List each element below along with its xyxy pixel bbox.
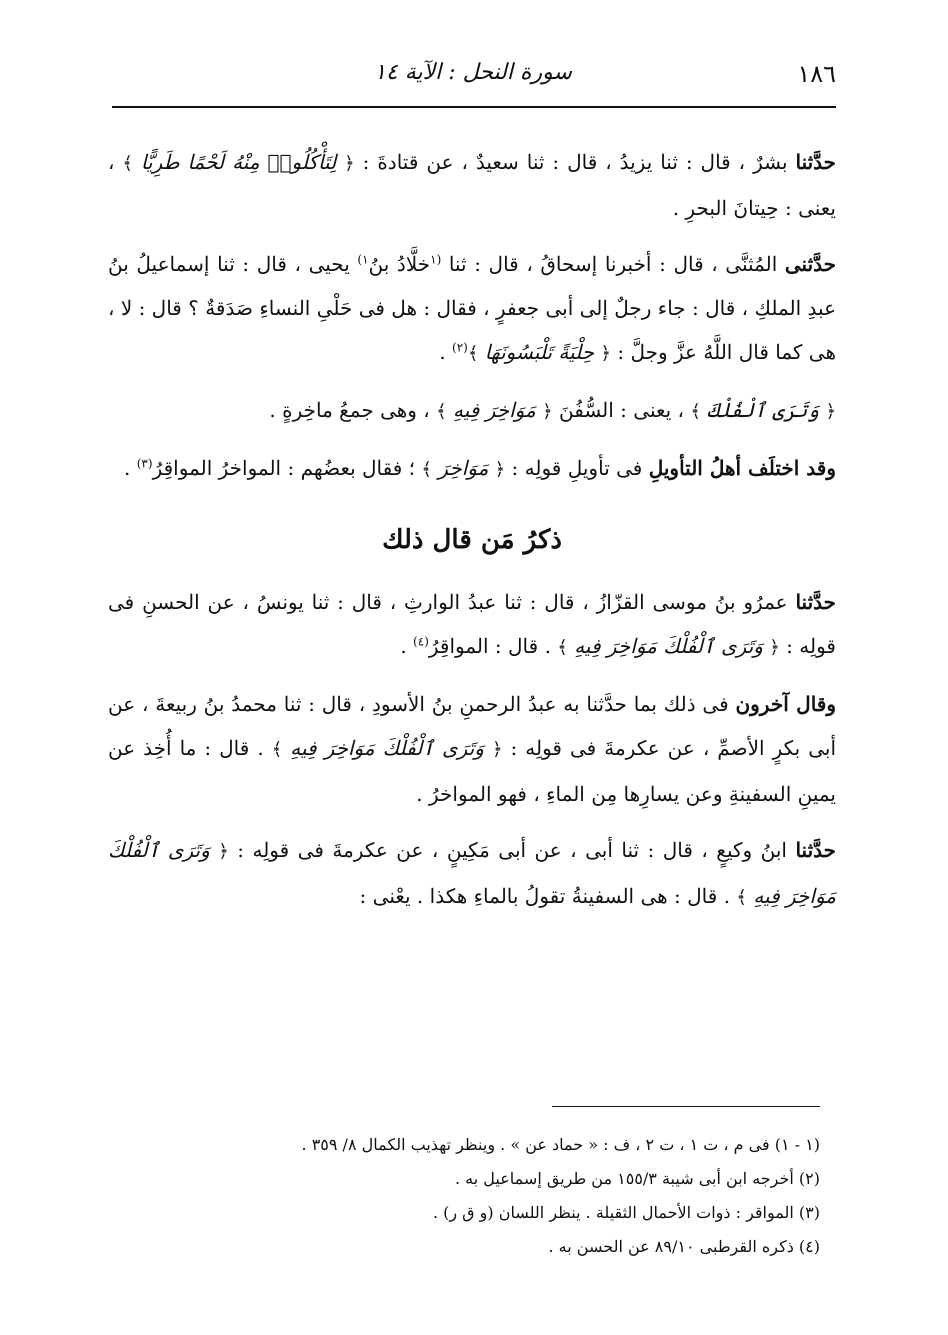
quran-quote: لِتَأْكُلُوا۟ مِنْهُ لَحْمًا طَرِيًّا — [140, 150, 337, 174]
quran-close-bracket: ﴾ — [436, 401, 447, 422]
text-run: فى ذلك بما حدَّثنا به عبدُ الرحمنِ بنُ الأسودِ ، قال : ثنا محمدُ بنُ ربيعةَ ، عن أبى بكرٍ الأصمِّ ، عن عكرمةَ فى قولِه : — [108, 692, 837, 760]
paragraph — [108, 446, 836, 492]
narration-lead: وقد اختلَف أهلُ التأويلِ — [648, 456, 836, 480]
paragraph — [108, 828, 836, 920]
text-run: عمرُو بنُ موسى القزّازُ ، قال : ثنا عبدُ الوارثِ ، قال : ثنا يونسُ ، عن الحسنِ فى قولِه : — [108, 590, 836, 658]
text-run: ، يعنى : السُّفُنَ — [552, 398, 691, 422]
narration-lead: حدَّثنا — [795, 838, 837, 862]
quran-open-bracket: ﴿ — [491, 739, 503, 760]
paragraph — [108, 242, 836, 376]
paragraph — [108, 140, 836, 230]
quran-quote: حِلْيَةً تَلْبَسُونَهَا — [484, 340, 595, 364]
quran-open-bracket: ﴿ — [825, 401, 836, 422]
quran-quote: وَتَرَى ٱلْفُلْكَ — [707, 398, 820, 422]
text-run: خلَّادُ بنُ — [368, 252, 431, 276]
footnote: (٤) ذكره القرطبى ٨٩/١٠ عن الحسن به . — [548, 1237, 820, 1256]
text-run: . قال : هى السفينةُ تقولُ بالماءِ هكذا . يعْنى : — [359, 884, 737, 908]
footnote-marker: (٣) — [136, 456, 153, 471]
page-header — [110, 58, 836, 98]
text-run: ابنُ وكيعٍ ، قال : ثنا أبى ، عن أبى مَكِينٍ ، عن عكرمةَ فى قولِه : — [228, 838, 796, 862]
quran-quote: مَوَاخِرَ — [438, 456, 489, 480]
narration-lead: حدَّثنا — [795, 150, 837, 174]
text-run: يحيى ، قال : ثنا إسماعيلُ بنُ عبدِ الملكِ ، قال : جاء رجلٌ إلى أبى جعفرٍ ، فقال : هل فى حَلْىِ النساءِ صَدَقةٌ ؟ قال : لا ، هى كما قال اللَّهُ عزَّ وجلَّ : — [108, 252, 836, 364]
quran-close-bracket: ﴾ — [122, 153, 133, 174]
text-run: بشرٌ ، قال : ثنا يزيدُ ، قال : ثنا سعيدٌ ، عن قتادةَ : — [354, 150, 796, 174]
quran-close-bracket: ﴾ — [736, 887, 747, 908]
quran-open-bracket: ﴿ — [494, 459, 506, 480]
narration-lead: وقال آخرون — [735, 692, 837, 716]
quran-close-bracket: ﴾ — [690, 401, 701, 422]
text-run: . — [124, 456, 137, 480]
footnote-marker: (٤) — [413, 634, 429, 649]
text-run: . قال : ما أُخِذ عن يمينِ السفينةِ وعن يسارِها مِن الماءِ ، فهو المواخرُ . — [108, 736, 836, 806]
quran-close-bracket: ﴾ — [467, 343, 479, 364]
page-number: ١٨٦ — [797, 60, 836, 88]
footnote-marker: (١ — [430, 252, 442, 267]
quran-close-bracket: ﴾ — [421, 459, 432, 480]
quran-quote: مَوَاخِرَ فِيهِ — [453, 398, 536, 422]
quran-open-bracket: ﴿ — [769, 637, 780, 658]
quran-open-bracket: ﴿ — [542, 401, 553, 422]
quran-quote: وَتَرَى ٱلْفُلْكَ مَوَاخِرَ فِيهِ — [574, 634, 763, 658]
quran-quote: وَتَرَى ٱلْفُلْكَ مَوَاخِرَ فِيهِ — [290, 736, 484, 760]
section-heading: ذكرُ مَن قال ذلك — [382, 525, 562, 555]
text-run: ، وهى جمعُ ماخِرةٍ . — [269, 398, 437, 422]
main-text — [108, 140, 836, 932]
quran-open-bracket: ﴿ — [344, 153, 355, 174]
text-run: فى تأويلِ قولِه : — [505, 456, 649, 480]
quran-quote: وَتَرَى ٱلْفُلْكَ مَوَاخِرَ فِيهِ — [108, 838, 836, 908]
footnote: (١ - ١) فى م ، ت ١ ، ت ٢ ، ف : « حماد عن » . وينظر تهذيب الكمال ٨/ ٣٥٩ . — [301, 1135, 820, 1154]
footnote-marker: ١) — [357, 252, 369, 267]
narration-lead: حدَّثنى — [784, 252, 836, 276]
quran-close-bracket: ﴾ — [271, 739, 283, 760]
narration-lead: حدَّثنا — [795, 590, 836, 614]
footnotes — [108, 1128, 820, 1264]
footnote-divider — [552, 1106, 820, 1107]
header-divider — [112, 106, 836, 108]
quran-open-bracket: ﴿ — [600, 343, 612, 364]
quran-open-bracket: ﴿ — [218, 841, 229, 862]
quran-close-bracket: ﴾ — [557, 637, 568, 658]
text-run: . قال : المواقِرُ — [428, 634, 558, 658]
paragraph — [108, 388, 836, 434]
text-run: ؛ فقال بعضُهم : المواخرُ المواقِرُ — [152, 456, 422, 480]
footnote: (٣) المواقر : ذوات الأحمال الثقيلة . ينظر اللسان (و ق ر) . — [432, 1203, 820, 1222]
paragraph — [108, 682, 836, 816]
running-title: سورة النحل : الآية ١٤ — [374, 60, 572, 85]
footnote: (٢) أخرجه ابن أبى شيبة ١٥٥/٣ من طريق إسماعيل به . — [455, 1169, 820, 1188]
text-run: المُثنَّى ، قال : أخبرنا إسحاقُ ، قال : ثنا — [441, 252, 785, 276]
footnote-marker: (٢) — [452, 340, 468, 355]
text-run: . — [439, 340, 453, 364]
text-run: . — [400, 634, 414, 658]
text-run: ، يعنى : حِيتانَ البحرِ . — [108, 150, 836, 220]
paragraph — [108, 580, 836, 670]
